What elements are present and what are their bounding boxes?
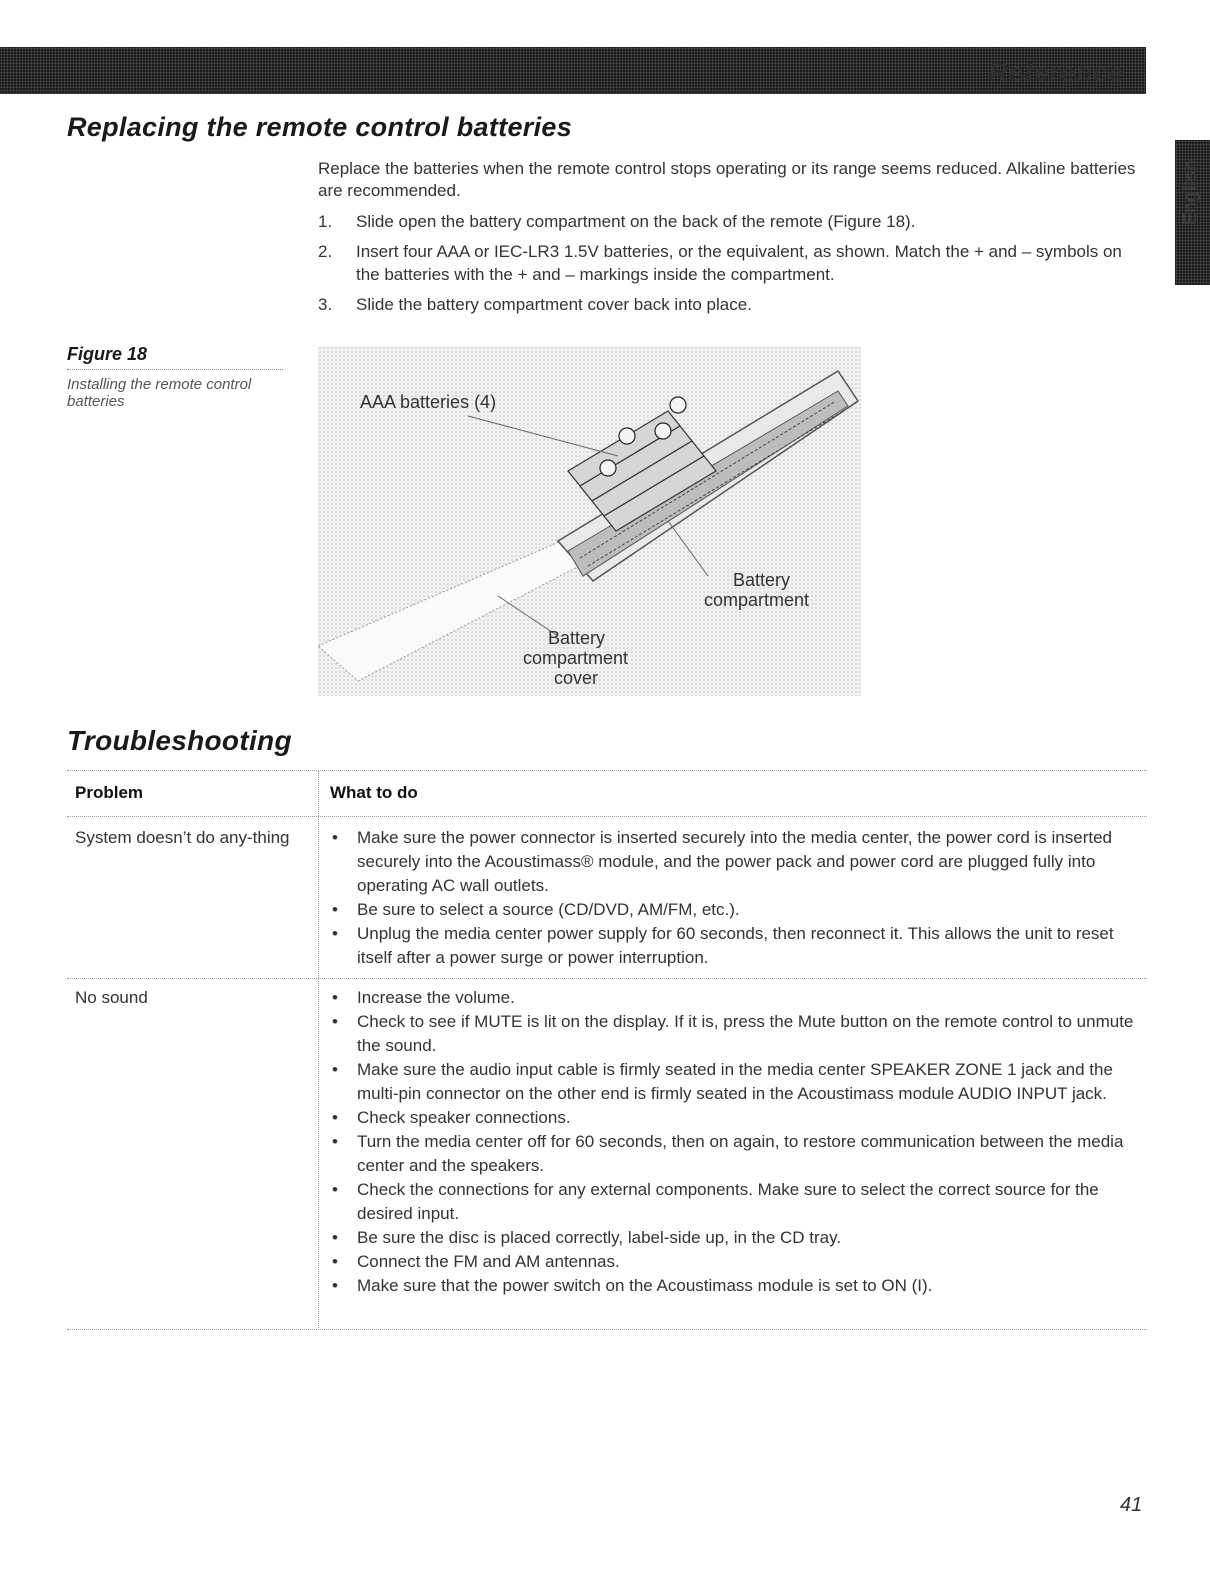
action-item: • Check speaker connections. (330, 1106, 1140, 1130)
callout-compartment-line1: Battery (733, 570, 791, 590)
action-item: • Turn the media center off for 60 seconds, then on again, to restore communication between the media center and the speakers. (330, 1130, 1140, 1178)
remote-battery-illustration (318, 346, 861, 696)
problem-cell: System doesn’t do any-thing (75, 828, 290, 847)
action-item: • Check the connections for any external components. Make sure to select the correct source for the desired input. (330, 1178, 1140, 1226)
header-section-label: Reference (989, 57, 1124, 87)
step-text: Insert four AAA or IEC-LR3 1.5V batteries, or the equivalent, as shown. Match the + and – symbols on the batteries with the + and – markings inside the compartment. (356, 242, 1122, 284)
header-bar (0, 47, 1146, 94)
action-item: • Increase the volume. (330, 986, 1140, 1010)
step-number: 2. (318, 242, 333, 261)
battery-section-title: Replacing the remote control batteries (67, 112, 573, 142)
step-text: Slide the battery compartment cover back into place. (356, 295, 752, 314)
battery-steps (318, 210, 1148, 323)
actions-list (330, 826, 1140, 970)
action-item: • Unplug the media center power supply for 60 seconds, then reconnect it. This allows the unit to reset itself after a power surge or power interruption. (330, 922, 1140, 970)
step-item (318, 240, 1148, 286)
table-top-rule (67, 770, 1147, 771)
page-number: 41 (1120, 1494, 1143, 1516)
callout-batteries: AAA batteries (4) (360, 392, 497, 412)
callout-cover-line1: Battery (548, 628, 606, 648)
action-item: • Be sure to select a source (CD/DVD, AM/FM, etc.). (330, 898, 1140, 922)
battery-figure (318, 346, 861, 696)
actions-list (330, 986, 1140, 1298)
table-column-divider (318, 770, 319, 1330)
step-number: 3. (318, 295, 333, 314)
problem-cell: No sound (75, 988, 148, 1007)
language-side-tab (1175, 140, 1210, 285)
side-tab-label: English (1180, 160, 1200, 226)
figure-caption: Installing the remote control batteries (67, 376, 252, 410)
callout-cover-line2: compartment (523, 648, 629, 668)
table-bottom-rule (67, 1329, 1147, 1330)
action-item: • Make sure the power connector is inserted securely into the media center, the power cord is inserted securely into the Acoustimass® module, and the power pack and power cord are plugged fully into operating AC wall outlets. (330, 826, 1140, 898)
callout-cover-line3: cover (554, 668, 599, 688)
action-item: • Make sure that the power switch on the Acoustimass module is set to ON (I). (330, 1274, 1140, 1298)
action-item: • Be sure the disc is placed correctly, label-side up, in the CD tray. (330, 1226, 1140, 1250)
action-item: • Connect the FM and AM antennas. (330, 1250, 1140, 1274)
header-separator (67, 816, 1147, 817)
callout-compartment-line2: compartment (704, 590, 810, 610)
action-item: • Check to see if MUTE is lit on the display. If it is, press the Mute button on the remote control to unmute the sound. (330, 1010, 1140, 1058)
header-problem: Problem (75, 783, 144, 802)
action-item: • Make sure the audio input cable is firmly seated in the media center SPEAKER ZONE 1 jack and the multi-pin connector on the other end is firmly seated in the Acoustimass module AUDIO INPUT jack. (330, 1058, 1140, 1106)
figure-label: Figure 18 (67, 344, 283, 370)
battery-intro: Replace the batteries when the remote control stops operating or its range seems reduced. Alkaline batteries are recommended. (318, 159, 1136, 200)
step-text: Slide open the battery compartment on the back of the remote (Figure 18). (356, 212, 916, 231)
header-what-to-do: What to do (330, 783, 418, 802)
troubleshooting-title: Troubleshooting (67, 725, 292, 756)
step-item (318, 293, 1148, 316)
row-separator (67, 978, 1147, 979)
step-item (318, 210, 1148, 233)
step-number: 1. (318, 212, 333, 231)
